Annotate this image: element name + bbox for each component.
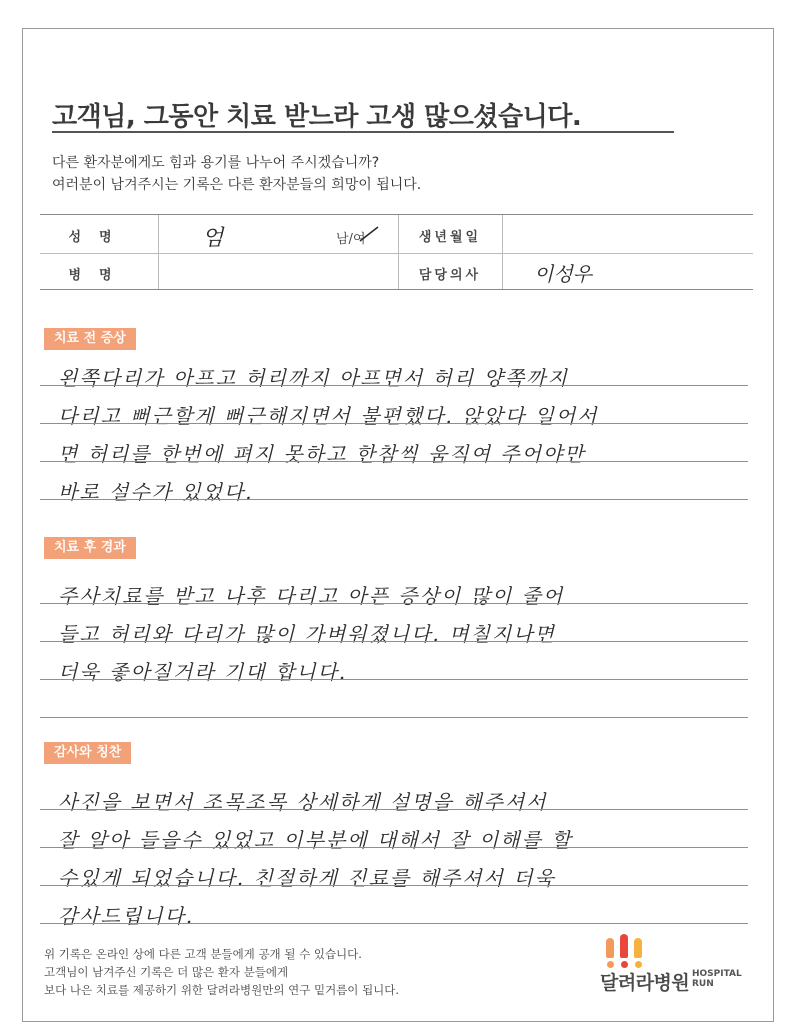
section-tag-before-treatment: 치료 전 증상 [44, 328, 136, 350]
before-treatment-line-3: 면 허리를 한번에 펴지 못하고 한참씩 움직여 주어야만 [58, 442, 586, 466]
thanks-line-1: 사진을 보면서 조목조목 상세하게 설명을 해주셔서 [58, 790, 548, 814]
after-treatment-line-1: 주사치료를 받고 나후 다리고 아픈 증상이 많이 줄어 [58, 584, 565, 608]
ruled-line [40, 385, 748, 386]
logo-stroke-2 [620, 934, 628, 958]
ruled-line [40, 923, 748, 924]
name-label: 성명 [68, 230, 130, 245]
ruled-line [40, 679, 748, 680]
ruled-line [40, 717, 748, 718]
hospital-logo-name: 달려라병원 [600, 972, 690, 994]
gender-strike-mark [358, 225, 380, 243]
table-column-divider [158, 215, 159, 289]
logo-dot-2 [621, 961, 628, 968]
logo-en-line-1: HOSPITAL [692, 969, 742, 979]
thanks-line-2: 잘 알아 들을수 있었고 이부분에 대해서 잘 이해를 할 [58, 828, 573, 852]
hospital-logo-english [692, 969, 742, 989]
after-treatment-line-3: 더욱 좋아질거라 기대 합니다. [58, 660, 348, 684]
headline-underline [52, 131, 674, 133]
ruled-line [40, 499, 748, 500]
before-treatment-line-4: 바로 설수가 있었다. [58, 480, 254, 504]
logo-dot-3 [635, 961, 642, 968]
before-treatment-line-1: 왼쪽다리가 아프고 허리까지 아프면서 허리 양쪽까지 [58, 366, 569, 390]
section-tag-after-treatment: 치료 후 경과 [44, 537, 136, 559]
thanks-line-3: 수있게 되었습니다. 친절하게 진료를 해주셔서 더욱 [58, 866, 556, 890]
before-treatment-line-2: 다리고 뻐근할게 뻐근해지면서 불편했다. 앉았다 일어서 [58, 404, 599, 428]
ruled-line [40, 809, 748, 810]
ruled-line [40, 423, 748, 424]
intro-line-2: 여러분이 남겨주시는 기록은 다른 환자분들의 희망이 됩니다. [52, 177, 422, 193]
patient-info-table [40, 214, 753, 290]
name-value: 엄 [202, 226, 224, 251]
logo-dot-1 [607, 961, 614, 968]
logo-en-line-2: RUN [692, 979, 714, 989]
disclaimer-line-1: 위 기록은 온라인 상에 다른 고객 분들에게 공개 될 수 있습니다. [44, 947, 362, 961]
disease-label: 병명 [68, 268, 130, 283]
after-treatment-line-2: 들고 허리와 다리가 많이 가벼워졌니다. 며칠지나면 [58, 622, 556, 646]
doctor-label: 담당의사 [418, 268, 482, 283]
ruled-line [40, 603, 748, 604]
table-column-divider [502, 215, 503, 289]
disclaimer-line-3: 보다 나은 치료를 제공하기 위한 달려라병원만의 연구 밑거름이 됩니다. [44, 983, 400, 997]
disclaimer-line-2: 고객님이 남겨주신 기록은 더 많은 환자 분들에게 [44, 965, 289, 979]
logo-stroke-1 [606, 938, 614, 958]
section-tag-thanks: 감사와 칭찬 [44, 742, 131, 764]
logo-stroke-3 [634, 938, 642, 958]
ruled-line [40, 461, 748, 462]
ruled-line [40, 641, 748, 642]
table-row-divider [40, 253, 753, 254]
ruled-line [40, 847, 748, 848]
page-headline: 고객님, 그동안 치료 받느라 고생 많으셨습니다. [52, 102, 582, 132]
thanks-line-4: 감사드립니다. [58, 904, 195, 928]
intro-line-1: 다른 환자분에게도 힘과 용기를 나누어 주시겠습니까? [52, 155, 380, 171]
birth-label: 생년월일 [418, 230, 482, 245]
ruled-line [40, 885, 748, 886]
gender-label: 남/여 [336, 232, 366, 247]
doctor-value: 이성우 [534, 262, 592, 286]
